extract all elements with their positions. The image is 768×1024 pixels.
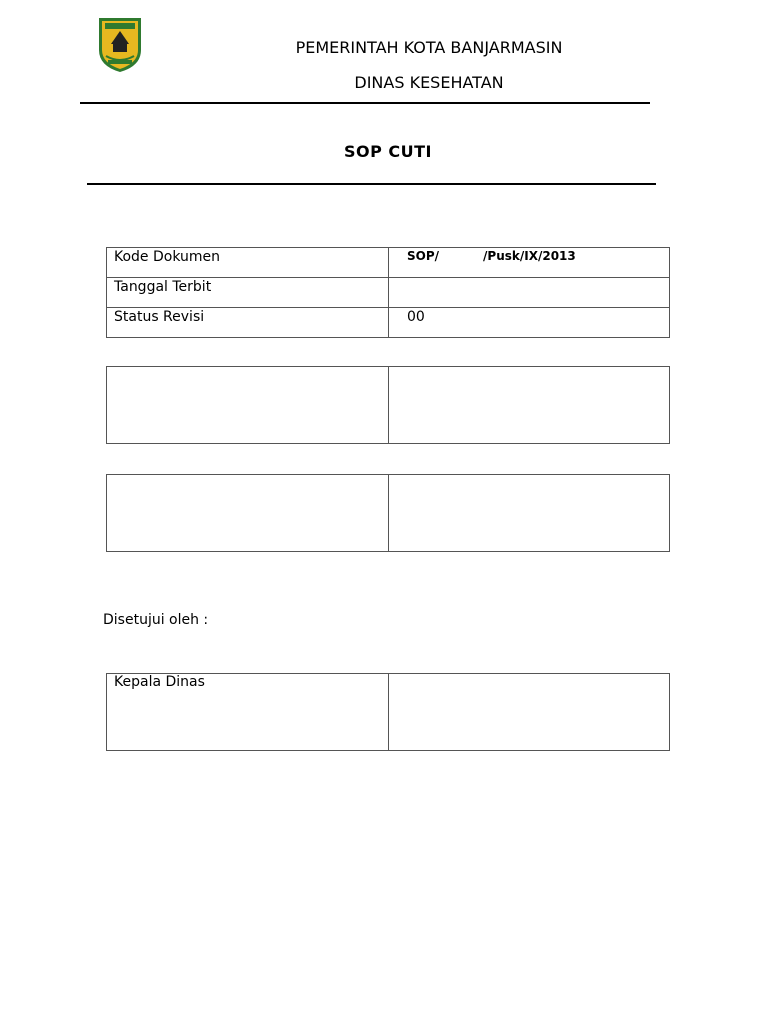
department-name: DINAS KESEHATAN [354,73,504,92]
table-row [107,674,670,751]
approver-role: Kepala Dinas [107,674,389,751]
blank-cell [389,475,670,552]
city-emblem-logo [96,14,144,74]
blank-table-2 [106,474,670,552]
approval-table [106,673,670,751]
signature-cell [389,674,670,751]
revision-status-value: 00 [389,308,670,338]
blank-cell [389,367,670,444]
document-code-value [389,248,670,278]
table-row [107,475,670,552]
document-code-prefix: SOP/ [407,249,440,263]
header-divider [80,102,650,104]
table-row [107,367,670,444]
approved-by-label: Disetujui oleh : [103,612,209,628]
document-code-suffix: /Pusk/IX/2013 [483,249,576,263]
blank-cell [107,475,389,552]
government-name: PEMERINTAH KOTA BANJARMASIN [295,38,563,57]
document-title: SOP CUTI [343,142,433,161]
blank-table-1 [106,366,670,444]
issue-date-label: Tanggal Terbit [107,278,389,308]
revision-status-label: Status Revisi [107,308,389,338]
table-row [107,248,670,278]
document-code-label: Kode Dokumen [107,248,389,278]
table-row [107,278,670,308]
document-info-table [106,247,670,338]
issue-date-value [389,278,670,308]
table-row [107,308,670,338]
title-divider [87,183,656,185]
blank-cell [107,367,389,444]
